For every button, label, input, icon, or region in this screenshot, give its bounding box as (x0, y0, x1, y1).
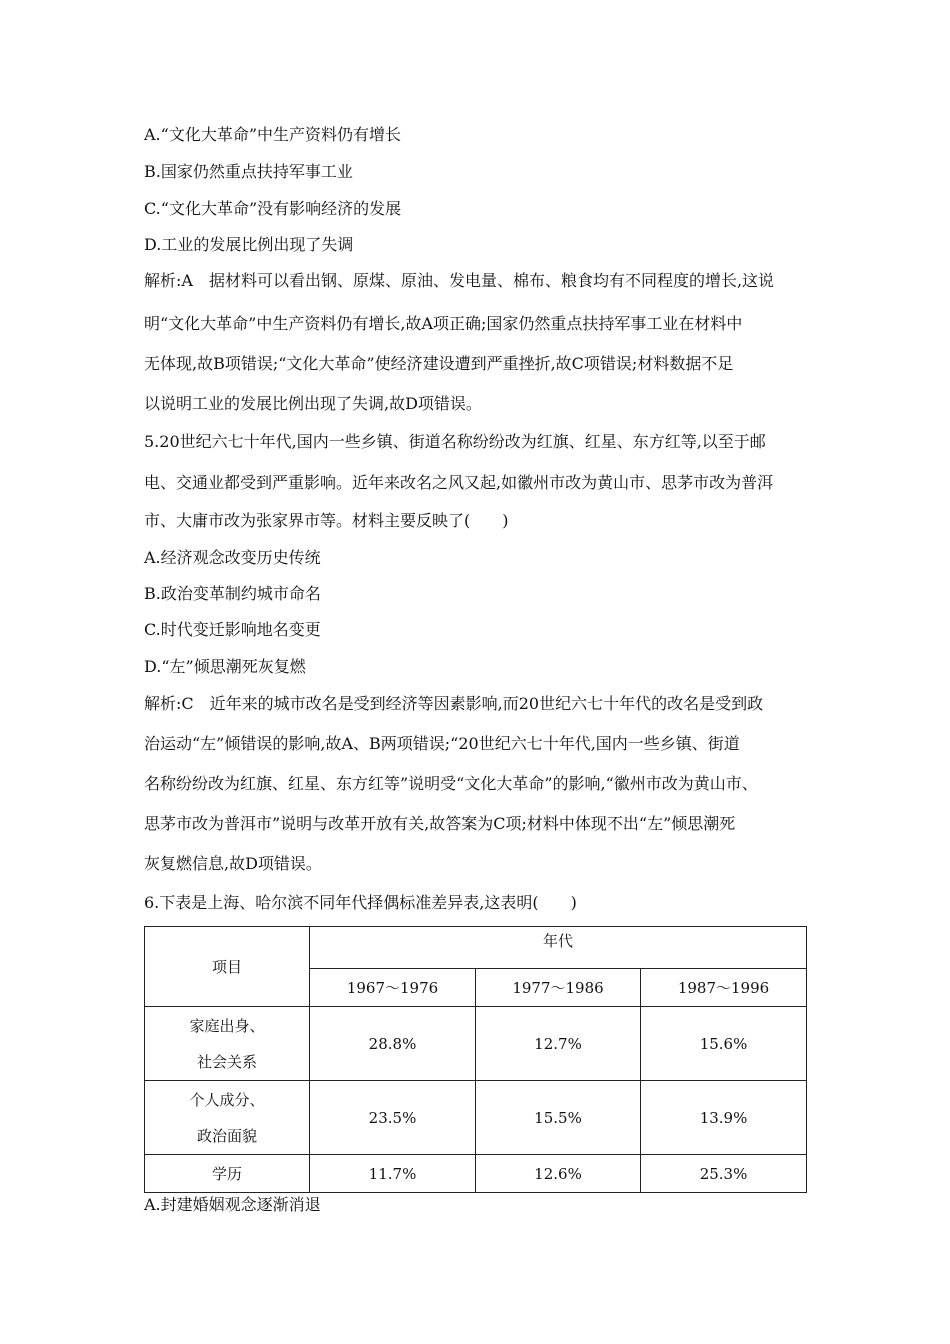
table-cell: 13.9% (641, 1081, 807, 1155)
table-header-period-3: 1987～1996 (641, 969, 807, 1007)
table-cell: 15.6% (641, 1007, 807, 1081)
q4-analysis-line: 以说明工业的发展比例出现了失调,故D项错误。 (144, 394, 482, 413)
table-cell: 11.7% (310, 1155, 476, 1193)
q5-analysis-line: 灰复燃信息,故D项错误。 (144, 854, 322, 873)
table-row (145, 1007, 807, 1081)
q5-option-a: A.经济观念改变历史传统 (144, 548, 321, 567)
q5-option-c: C.时代变迁影响地名变更 (144, 620, 321, 639)
q5-analysis-line: 解析:C 近年来的城市改名是受到经济等因素影响,而20世纪六七十年代的改名是受到政 (144, 694, 764, 713)
table-header-period-2: 1977～1986 (476, 969, 641, 1007)
table-header-period: 年代 (310, 927, 807, 969)
table-row-label: 家庭出身、 社会关系 (145, 1007, 310, 1081)
q4-analysis-line: 明“文化大革命”中生产资料仍有增长,故A项正确;国家仍然重点扶持军事工业在材料中 (144, 314, 743, 333)
table-row (145, 1081, 807, 1155)
q5-analysis-line: 思茅市改为普洱市”说明与改革开放有关,故答案为C项;材料中体现不出“左”倾思潮死 (144, 814, 736, 833)
q4-analysis-line: 无体现,故B项错误;“文化大革命”使经济建设遭到严重挫折,故C项错误;材料数据不足 (144, 354, 734, 373)
q4-option-d: D.工业的发展比例出现了失调 (144, 235, 354, 254)
table-header-item: 项目 (145, 927, 310, 1007)
table-header-period-1: 1967～1976 (310, 969, 476, 1007)
table-row (145, 1155, 807, 1193)
table-cell: 28.8% (310, 1007, 476, 1081)
q5-stem-line: 5.20世纪六七十年代,国内一些乡镇、街道名称纷纷改为红旗、红星、东方红等,以至于邮 (144, 432, 766, 451)
q6-option-a: A.封建婚姻观念逐渐消退 (144, 1195, 321, 1214)
table-cell: 25.3% (641, 1155, 807, 1193)
q5-stem-line: 市、大庸市改为张家界市等。材料主要反映了( ) (144, 511, 509, 530)
q5-analysis-line: 名称纷纷改为红旗、红星、东方红等”说明受“文化大革命”的影响,“徽州市改为黄山市、 (144, 774, 758, 793)
q5-option-d: D.“左”倾思潮死灰复燃 (144, 657, 306, 676)
q5-option-b: B.政治变革制约城市命名 (144, 584, 321, 603)
q6-data-table (144, 926, 807, 1193)
q4-analysis-line: 解析:A 据材料可以看出钢、原煤、原油、发电量、棉布、粮食均有不同程度的增长,这说 (144, 271, 775, 290)
table-cell: 12.6% (476, 1155, 641, 1193)
q4-option-a: A.“文化大革命”中生产资料仍有增长 (144, 125, 402, 144)
table-cell: 12.7% (476, 1007, 641, 1081)
q4-option-c: C.“文化大革命”没有影响经济的发展 (144, 199, 402, 218)
q4-option-b: B.国家仍然重点扶持军事工业 (144, 162, 353, 181)
q5-analysis-line: 治运动“左”倾错误的影响,故A、B两项错误;“20世纪六七十年代,国内一些乡镇、街道 (144, 734, 740, 753)
table-row-label: 个人成分、 政治面貌 (145, 1081, 310, 1155)
table-row-label: 学历 (145, 1155, 310, 1193)
q5-stem-line: 电、交通业都受到严重影响。近年来改名之风又起,如徽州市改为黄山市、思茅市改为普洱 (144, 473, 774, 492)
table-cell: 23.5% (310, 1081, 476, 1155)
q6-stem: 6.下表是上海、哈尔滨不同年代择偶标准差异表,这表明( ) (144, 893, 577, 912)
table-cell: 15.5% (476, 1081, 641, 1155)
